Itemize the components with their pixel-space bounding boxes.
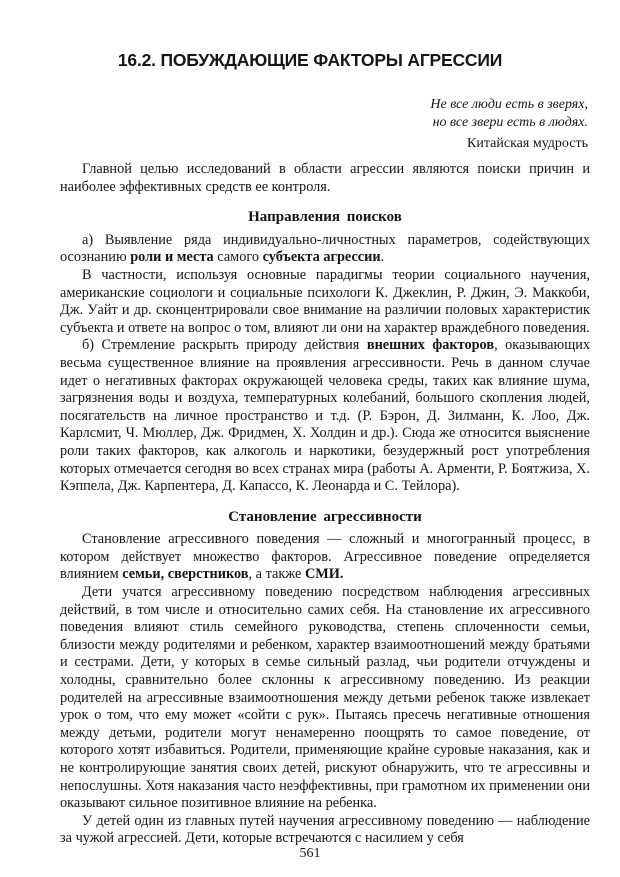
page-number: 561: [299, 846, 321, 861]
paragraph-formation: [60, 531, 590, 584]
paragraph-a-text-2: самого: [213, 249, 263, 266]
paragraph-b: [60, 337, 590, 495]
paragraph-a: [60, 232, 590, 267]
epigraph-line-2: но все звери есть в людях.: [432, 114, 588, 130]
paragraph-formation-text-1: Становление агрессивного поведения — сложный и многогранный процесс, в котором действует множество факторов. Агрессивное поведение определяется влиянием: [60, 531, 590, 583]
paragraph-a-bold-1: роли и места: [130, 249, 214, 266]
paragraph-children-learn: Дети учатся агрессивному поведению посредством наблюдения агрессивных действий, в том числе и относительно самих себя. На становление их агрессивного поведения влияют стиль семейного руководства, степень сплоченности семьи, близости между родителями и ребенком, характер взаимоотношений между братьями и сестрами. Дети, у которых в семье сильный разлад, чьи родители отчуждены и холодны, сравнительно более склонны к агрессивному поведению. Из реакции родителей на агрессивные взаимоотношения между детьми ребенок также извлекает урок о том, что ему может «сойти с рук». Пытаясь пресечь негативные отношения между детьми, родители могут ненамеренно поощрять то самое поведение, от которого хотят избавиться. Родители, применяющие крайне суровые наказания, как и не контролирующие занятия своих детей, рискуют обнаружить, что те агрессивны и непослушны. Хотя наказания часто неэффективны, при грамотном их применении они оказывают сильное позитивное влияние на ребенка.: [60, 584, 590, 812]
paragraph-formation-text-2: , а также: [248, 566, 305, 583]
paragraph-b-text-2: , оказывающих весьма существенное влияние на проявления агрессивности. Речь в данном случае идет о негативных факторах окружающей человека среды, таких как влияние шума, загрязнения воды и воздуха, температурных колебаний, большого скопления людей, посягательств на личное пространство и т.д. (Р. Бэрон, Д. Зилманн, К. Лоо, Дж. Карлсмит, Ч. Мюллер, Дж. Фридмен, Х. Холдин и др.). Сюда же относится выяснение роли таких факторов, как алкоголь и наркотики, безудержный рост употребления которых отмечается сегодня во всех странах мира (работы А. Арменти, Р. Боятжиза, Х. Кэппела, Дж. Карпентера, Д. Капассо, К. Леонарда и С. Тейлора).: [60, 337, 590, 495]
intro-paragraph: Главной целью исследований в области агрессии являются поиски причин и наиболее эффективных средств ее контроля.: [60, 161, 590, 195]
epigraph: [268, 96, 588, 153]
paragraph-b-text-1: б) Стремление раскрыть природу действия: [82, 337, 367, 354]
paragraph-a-text-1: а) Выявление ряда индивидуально-личностных параметров, содействующих осознанию: [60, 231, 590, 266]
body-text: [60, 161, 590, 848]
paragraph-formation-bold-1: семьи, сверстников: [122, 566, 249, 583]
paragraph-a-bold-2: субъекта агрессии: [262, 249, 381, 266]
epigraph-attribution: Китайская мудрость: [467, 136, 588, 151]
epigraph-line-1: Не все люди есть в зверях,: [430, 97, 588, 112]
section-title: 16.2. ПОБУЖДАЮЩИЕ ФАКТОРЫ АГРЕССИИ: [117, 50, 503, 70]
paragraph-a-text-3: .: [380, 249, 385, 266]
paragraph-observation: У детей один из главных путей научения агрессивному поведению — наблюдение за чужой агрессией. Дети, которые встречаются с насилием у себя: [60, 812, 590, 847]
heading-search-directions: Направления поисков: [248, 209, 402, 226]
paragraph-formation-bold-2: СМИ.: [304, 566, 344, 583]
heading-aggressiveness-formation: Становление агрессивности: [228, 508, 422, 525]
paragraph-social-learning: В частности, используя основные парадигмы теории социального научения, американские социологи и социальные психологи К. Джеклин, Р. Джин, Э. Маккоби, Дж. Уайт и др. сконцентрировали свое внимание на различии половых характеристик субъекта и ответе на вопрос о том, влияют ли они на характер враждебного поведения.: [60, 266, 590, 336]
paragraph-b-bold-1: внешних факторов: [366, 337, 495, 354]
